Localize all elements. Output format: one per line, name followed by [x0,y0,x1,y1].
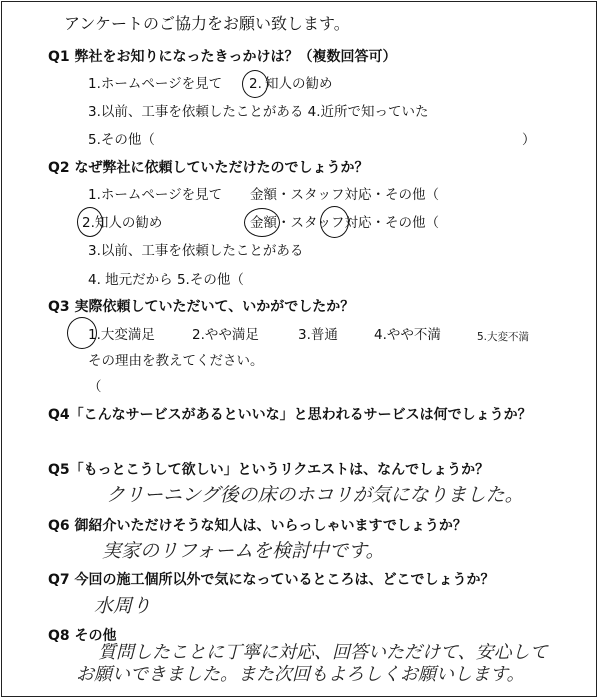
q2-reason-staff-circle [320,206,349,238]
q3-reason-prompt: その理由を教えてください。 [88,353,264,369]
survey-title: アンケートのご協力をお願い致します。 [64,14,350,33]
q5-answer: クリーニング後の床のホコリが気になりました。 [106,484,524,506]
q2-reasons-row1[interactable]: 金額・スタッフ対応・その他（ [250,187,439,203]
q1-option-homepage[interactable]: 1.ホームページを見て [88,76,223,92]
q6-label: Q6 御紹介いただけそうな知人は、いらっしゃいますでしょうか？ [48,518,467,534]
q3-option-somewhat-satisfied[interactable]: 2.やや満足 [192,327,259,343]
q4-label: Q4「こんなサービスがあるといいな」と思われるサービスは何でしょうか？ [48,407,532,423]
q3-option-very-dissatisfied[interactable]: 5.大変不満 [477,331,530,343]
q3-option-somewhat-dissatisfied[interactable]: 4.やや不満 [374,327,441,343]
q1-option-other[interactable]: 5.その他（ [88,132,155,148]
q1-option-acquaintance[interactable]: 知人の勧め [265,76,333,92]
q2-option-homepage[interactable]: 1.ホームページを見て [88,187,223,203]
q1-other-close: ） [522,132,536,148]
q8-answer-line1: 質問したことに丁寧に対応、回答いただけて、安心して [98,642,548,663]
q2-option-previous[interactable]: 3.以前、工事を依頼したことがある [88,243,304,259]
q3-selected-circle [67,317,97,349]
q2-selected-circle [77,207,103,237]
q1-options-3-4[interactable]: 3.以前、工事を依頼したことがある 4.近所で知っていた [88,104,429,120]
q2-option-acquaintance[interactable]: 2.知人の勧め [82,215,163,231]
q2-reasons-row2[interactable]: 金額・スタッフ対応・その他（ [250,215,439,231]
q3-option-neutral[interactable]: 3.普通 [298,327,338,343]
q3-label: Q3 実際依頼していただいて、いかがでしたか？ [48,299,355,315]
q2-label: Q2 なぜ弊社に依頼していただけたのでしょうか？ [48,160,369,176]
q8-label: Q8 その他 [48,628,117,644]
q3-option-very-satisfied[interactable]: 1.大変満足 [88,327,155,343]
q1-label: Q1 弊社をお知りになったきっかけは？（複数回答可） [48,49,397,65]
q3-reason-open-paren: （ [88,379,102,395]
q2-reason-price-circle [244,208,280,237]
q2-options-4-5[interactable]: 4. 地元だから 5.その他（ [88,272,244,288]
q5-label: Q5「もっとこうして欲しい」というリクエストは、なんでしょうか？ [48,462,490,478]
q1-option-2-number[interactable]: 2. [249,76,262,92]
q7-answer: 水周り [94,595,152,617]
q7-label: Q7 今回の施工個所以外で気になっているところは、どこでしょうか？ [48,572,495,588]
q1-selected-circle [242,70,268,98]
q8-answer-line2: お願いできました。また次回もよろしくお願いします。 [76,664,525,685]
q6-answer: 実家のリフォームを検討中です。 [102,540,385,562]
survey-form [1,1,597,697]
